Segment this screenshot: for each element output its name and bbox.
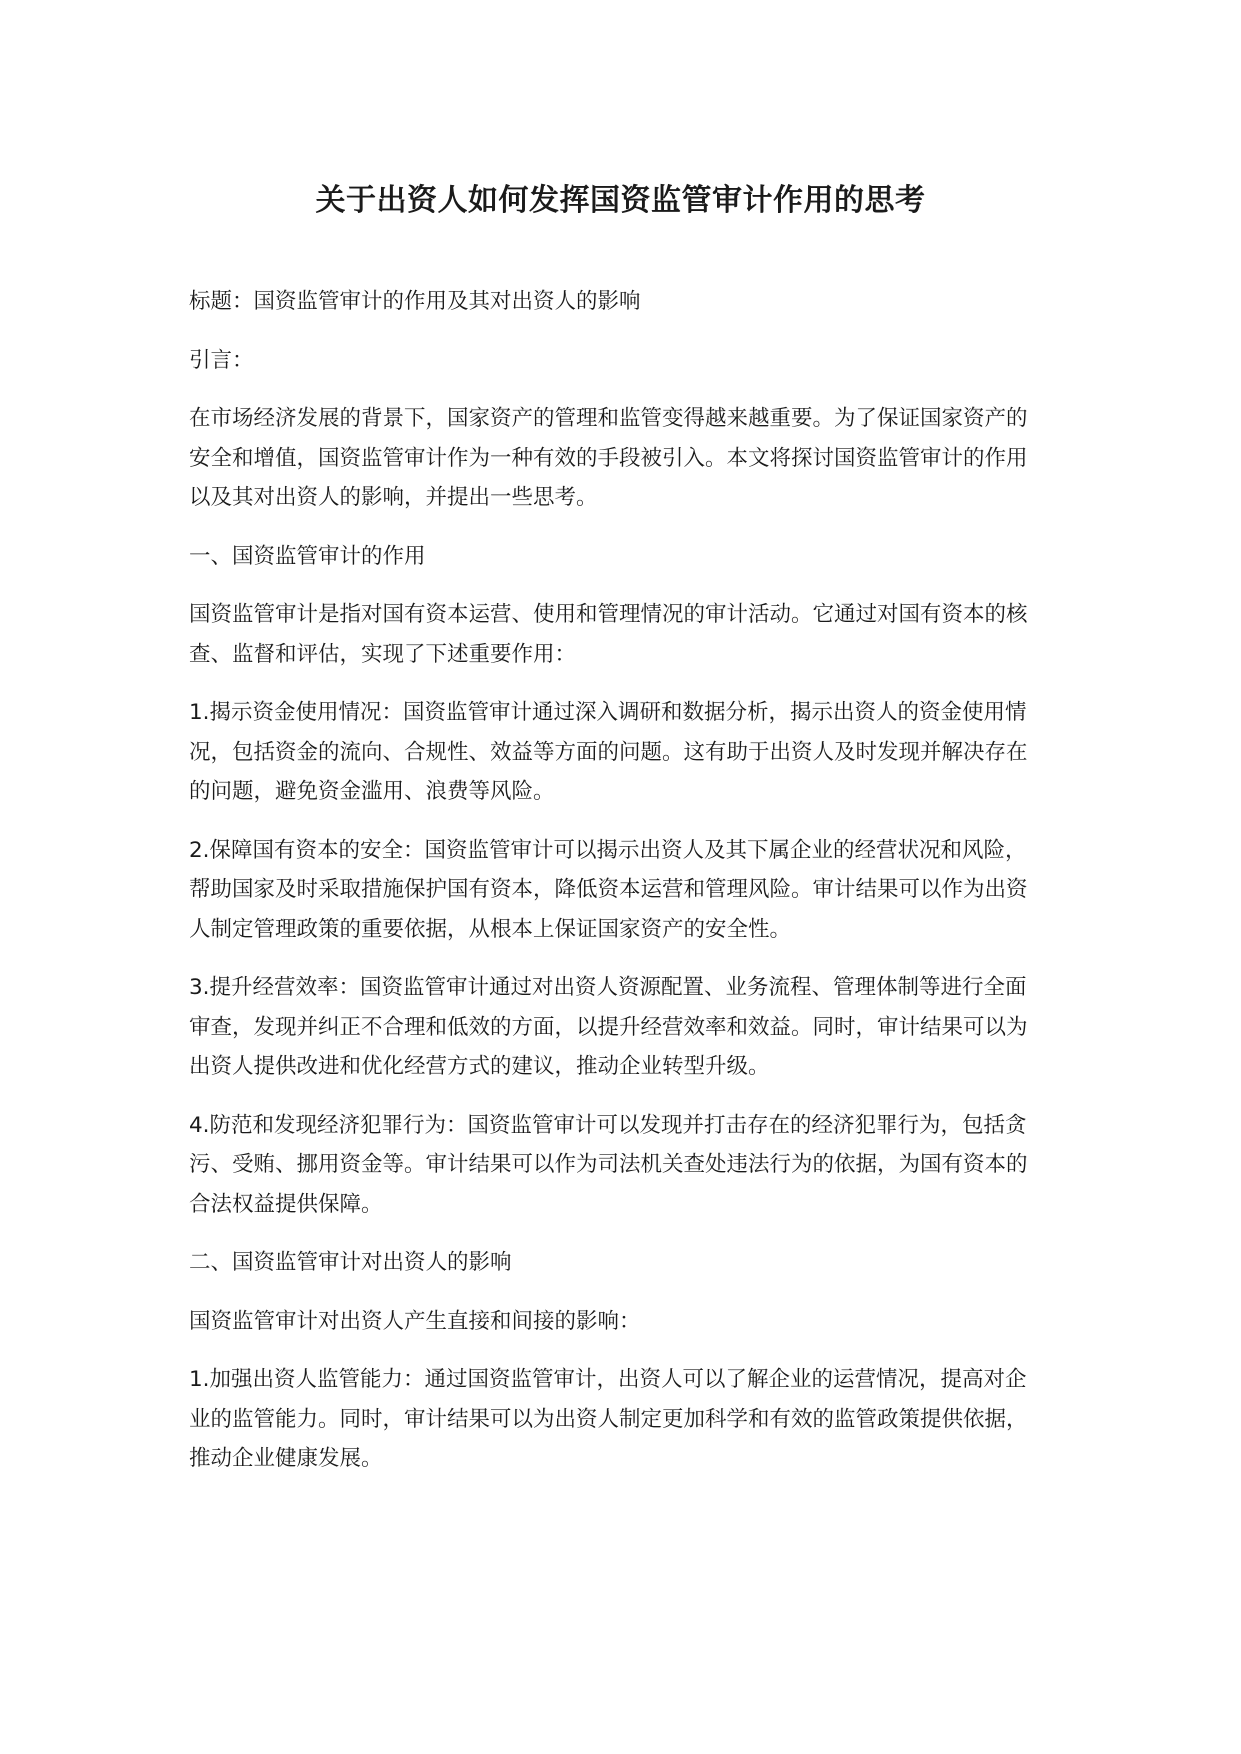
section-heading-1: 一、国资监管审计的作用 xyxy=(189,543,426,569)
intro-paragraph: 在市场经济发展的背景下，国家资产的管理和监管变得越来越重要。为了保证国家资产的安全和增值，国资监管审计作为一种有效的手段被引入。本文将探讨国资监管审计的作用以及其对出资人的影响，并提出一些思考。 xyxy=(189,406,1028,510)
document-title: 关于出资人如何发挥国资监管审计作用的思考 xyxy=(315,183,926,218)
intro-heading: 引言： xyxy=(189,347,254,373)
section-heading-2: 二、国资监管审计对出资人的影响 xyxy=(189,1250,512,1275)
section-1-paragraph: 国资监管审计是指对国有资本运营、使用和管理情况的审计活动。它通过对国有资本的核查、监督和评估，实现了下述重要作用： xyxy=(189,602,1028,667)
section-1-item-2: 2.保障国有资本的安全：国资监管审计可以揭示出资人及其下属企业的经营状况和风险，帮助国家及时采取措施保护国有资本，降低资本运营和管理风险。审计结果可以作为出资人制定管理政策的重要依据，从根本上保证国家资产的安全性。 xyxy=(189,837,1028,942)
section-1-item-3: 3.提升经营效率：国资监管审计通过对出资人资源配置、业务流程、管理体制等进行全面审查，发现并纠正不合理和低效的方面，以提升经营效率和效益。同时，审计结果可以为出资人提供改进和优化经营方式的建议，推动企业转型升级。 xyxy=(189,975,1028,1079)
section-2-item-1: 1.加强出资人监管能力：通过国资监管审计，出资人可以了解企业的运营情况，提高对企业的监管能力。同时，审计结果可以为出资人制定更加科学和有效的监管政策提供依据，推动企业健康发展。 xyxy=(189,1367,1028,1471)
section-2-paragraph: 国资监管审计对出资人产生直接和间接的影响： xyxy=(189,1308,641,1334)
subtitle-line: 标题：国资监管审计的作用及其对出资人的影响 xyxy=(189,289,641,314)
document-body xyxy=(189,282,1047,1498)
section-1-item-1: 1.揭示资金使用情况：国资监管审计通过深入调研和数据分析，揭示出资人的资金使用情况，包括资金的流向、合规性、效益等方面的问题。这有助于出资人及时发现并解决存在的问题，避免资金滥用、浪费等风险。 xyxy=(189,700,1028,804)
section-1-item-4: 4.防范和发现经济犯罪行为：国资监管审计可以发现并打击存在的经济犯罪行为，包括贪污、受贿、挪用资金等。审计结果可以作为司法机关查处违法行为的依据，为国有资本的合法权益提供保障。 xyxy=(189,1112,1028,1217)
